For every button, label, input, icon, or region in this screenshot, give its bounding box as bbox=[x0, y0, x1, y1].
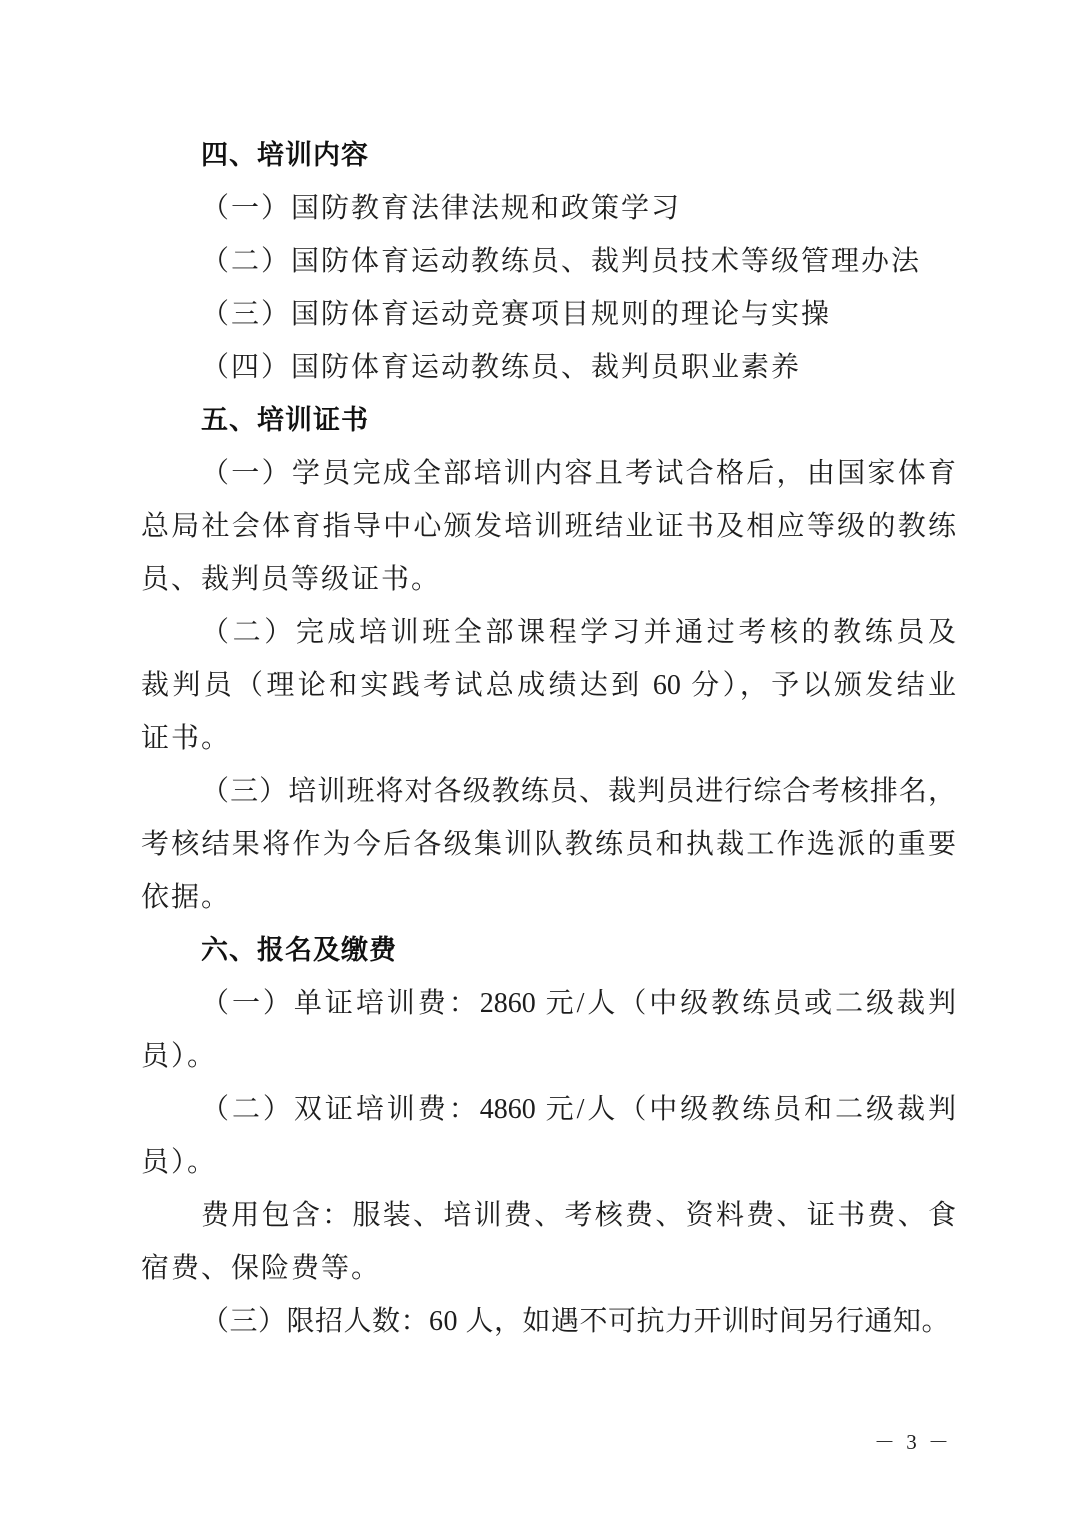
section-5-para-1-line-2: 总局社会体育指导中心颁发培训班结业证书及相应等级的教练 bbox=[141, 511, 956, 542]
section-5-para-2-line-3: 证书。 bbox=[141, 723, 232, 754]
section-6-heading: 六、报名及缴费 bbox=[201, 935, 397, 965]
section-4-item-2: （二）国防体育运动教练员、裁判员技术等级管理办法 bbox=[201, 246, 922, 277]
section-6-para-1-line-1: （一）单证培训费：2860 元/人（中级教练员或二级裁判 bbox=[201, 988, 956, 1019]
section-4-item-1: （一）国防教育法律法规和政策学习 bbox=[201, 193, 682, 224]
section-6-para-2-line-1: （二）双证培训费：4860 元/人（中级教练员和二级裁判 bbox=[201, 1094, 956, 1125]
section-4-item-3: （三）国防体育运动竞赛项目规则的理论与实操 bbox=[201, 299, 832, 330]
section-6-para-4-line-1: （三）限招人数：60 人，如遇不可抗力开训时间另行通知。 bbox=[201, 1306, 951, 1337]
section-5-para-1-line-1: （一）学员完成全部培训内容且考试合格后，由国家体育 bbox=[201, 458, 956, 489]
section-4-item-4: （四）国防体育运动教练员、裁判员职业素养 bbox=[201, 352, 802, 383]
section-5-para-2-line-1: （二）完成培训班全部课程学习并通过考核的教练员及 bbox=[201, 617, 956, 648]
section-5-heading: 五、培训证书 bbox=[201, 405, 369, 435]
section-6-para-1-line-2: 员）。 bbox=[141, 1041, 218, 1072]
section-5-para-1-line-3: 员、裁判员等级证书。 bbox=[141, 564, 442, 595]
section-5-para-3-line-3: 依据。 bbox=[141, 882, 232, 913]
document-body bbox=[141, 129, 956, 1348]
section-5-para-2-line-2: 裁判员（理论和实践考试总成绩达到 60 分），予以颁发结业 bbox=[141, 670, 956, 701]
section-5-para-3-line-1: （三）培训班将对各级教练员、裁判员进行综合考核排名， bbox=[201, 776, 956, 807]
section-6-para-2-line-2: 员）。 bbox=[141, 1147, 218, 1178]
page-number: － 3 － bbox=[874, 1430, 952, 1454]
section-5-para-3-line-2: 考核结果将作为今后各级集训队教练员和执裁工作选派的重要 bbox=[141, 829, 956, 860]
section-6-para-3-line-1: 费用包含：服装、培训费、考核费、资料费、证书费、食 bbox=[201, 1200, 956, 1231]
section-6-para-3-line-2: 宿费、保险费等。 bbox=[141, 1253, 382, 1284]
section-4-heading: 四、培训内容 bbox=[201, 140, 369, 170]
